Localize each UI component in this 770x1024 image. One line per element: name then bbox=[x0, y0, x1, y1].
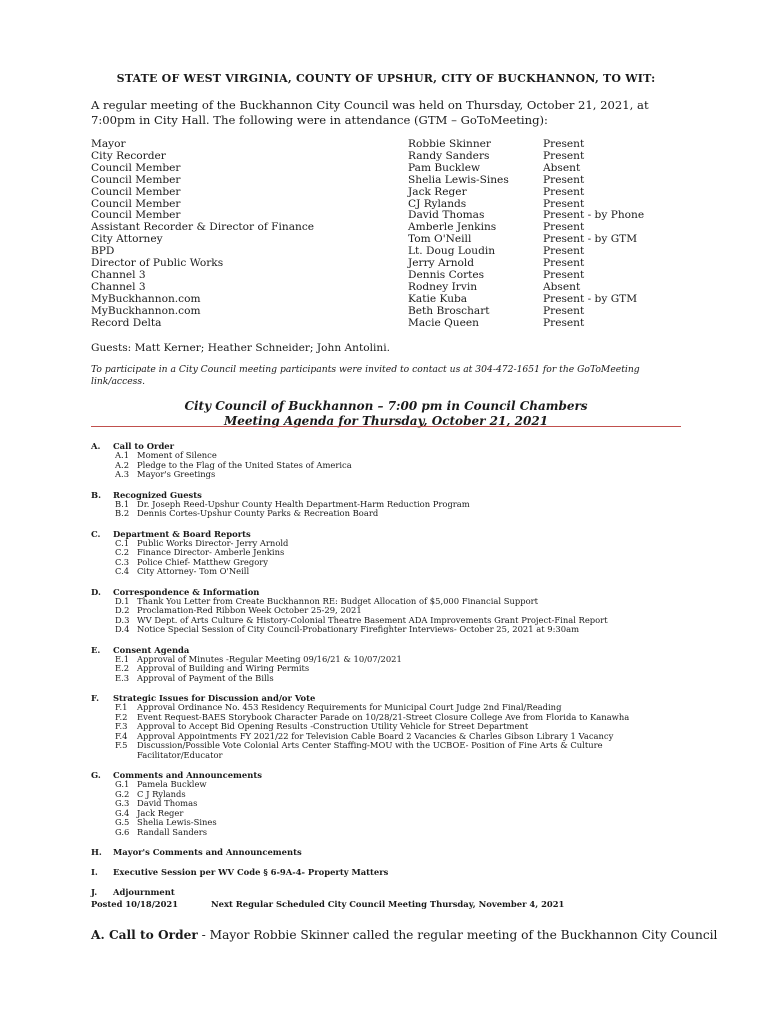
attendee-status: Present bbox=[543, 185, 585, 198]
attendee-status: Present - by GTM bbox=[543, 292, 638, 305]
posted-line bbox=[91, 899, 564, 909]
agenda-section bbox=[91, 490, 691, 519]
call-to-order-text: - Mayor Robbie Skinner called the regular meeting of the Buckhannon City Council bbox=[197, 928, 718, 942]
agenda-section-letter: A. bbox=[91, 441, 101, 451]
agenda-item-code: A.3 bbox=[115, 469, 130, 479]
agenda-section-letter: F. bbox=[91, 693, 100, 703]
agenda-section-letter: J. bbox=[91, 887, 98, 897]
attendee-role: City Attorney bbox=[91, 233, 163, 246]
attendee-name: Tom O'Neill bbox=[408, 233, 472, 246]
agenda-item-text: Approval Appointments FY 2021/22 for Television Cable Board 2 Vacancies & Charles Gibson Library 1 Vacancy bbox=[137, 730, 614, 741]
attendee-name: Jerry Arnold bbox=[408, 257, 475, 270]
agenda-section-title: Adjournment bbox=[113, 887, 175, 897]
agenda-section-title: Comments and Announcements bbox=[113, 770, 262, 780]
agenda-item-code: D.1 bbox=[115, 595, 130, 606]
attendee-role: Council Member bbox=[91, 161, 181, 174]
attendee-name: Jack Reger bbox=[408, 185, 467, 198]
agenda-item-text: Approval to Accept Bid Opening Results -Construction Utility Vehicle for Street Department bbox=[137, 721, 529, 731]
attendee-role: Record Delta bbox=[91, 316, 162, 329]
agenda-item-text: Moment of Silence bbox=[137, 450, 217, 460]
attendee-role: Director of Public Works bbox=[91, 257, 224, 270]
attendee-role: Assistant Recorder & Director of Finance bbox=[91, 221, 315, 234]
agenda-section-title: Executive Session per WV Code § 6-9A-4- Property Matters bbox=[113, 867, 389, 877]
agenda-item-text: Approval Ordinance No. 453 Residency Requirements for Municipal Court Judge 2nd Final/Reading bbox=[137, 702, 562, 712]
attendee-status: Present bbox=[543, 257, 585, 270]
agenda-item-code: F.1 bbox=[115, 702, 128, 712]
agenda-section-letter: E. bbox=[91, 644, 101, 655]
attendee-name: Lt. Doug Loudin bbox=[408, 245, 496, 258]
agenda-item-text: David Thomas bbox=[137, 798, 198, 808]
agenda-item-code: D.4 bbox=[115, 624, 130, 634]
attendee-role: Council Member bbox=[91, 185, 181, 198]
agenda-item-text: Shelia Lewis-Sines bbox=[137, 817, 217, 827]
attendee-role: MyBuckhannon.com bbox=[91, 292, 201, 305]
agenda-section-letter: I. bbox=[91, 867, 98, 877]
participation-note: To participate in a City Council meeting participants were invited to contact us at 304-472-1651 for the GoToMeeting link/access. bbox=[91, 364, 640, 387]
agenda-item-text: Event Request-BAES Storybook Character Parade on 10/28/21-Street Closure College Ave from Florida to Kanawha bbox=[137, 711, 630, 722]
attendee-status: Absent bbox=[543, 280, 581, 293]
agenda-item bbox=[91, 567, 691, 577]
guests-line: Guests: Matt Kerner; Heather Schneider; John Antolini. bbox=[91, 342, 390, 354]
agenda-item-code: A.2 bbox=[115, 459, 130, 470]
agenda-title bbox=[91, 399, 681, 429]
agenda-section-heading bbox=[91, 645, 691, 655]
agenda-item-code: F.5 bbox=[115, 740, 128, 750]
attendee-name: David Thomas bbox=[408, 209, 485, 222]
attendee-status: Present bbox=[543, 138, 585, 150]
agenda-item bbox=[91, 828, 691, 838]
attendee-name: Rodney Irvin bbox=[408, 280, 478, 293]
agenda-section-title: Call to Order bbox=[113, 441, 175, 451]
agenda-section-title: Mayor's Comments and Announcements bbox=[113, 847, 302, 857]
attendee-name: Randy Sanders bbox=[408, 149, 490, 162]
attendee-status: Present bbox=[543, 316, 585, 329]
agenda-section-heading bbox=[91, 587, 691, 597]
agenda-section-title: Strategic Issues for Discussion and/or Vote bbox=[113, 693, 316, 703]
attendee-name: Dennis Cortes bbox=[408, 268, 485, 281]
agenda-section-heading bbox=[91, 529, 691, 539]
agenda-item-code: B.1 bbox=[115, 498, 130, 509]
attendee-status: Present bbox=[543, 304, 585, 317]
agenda-item-code: C.3 bbox=[115, 556, 130, 567]
agenda-item-code: G.3 bbox=[115, 798, 130, 808]
attendee-name: Shelia Lewis-Sines bbox=[408, 173, 509, 186]
attendee-status: Present bbox=[543, 173, 585, 186]
agenda-item bbox=[91, 509, 691, 519]
agenda-section-heading bbox=[91, 867, 691, 877]
attendee-role: BPD bbox=[91, 245, 115, 258]
agenda-item-code: C.2 bbox=[115, 547, 130, 557]
agenda-item-code: F.2 bbox=[115, 711, 128, 722]
agenda-item-code: F.4 bbox=[115, 730, 128, 741]
attendee-name: Katie Kuba bbox=[408, 292, 468, 305]
attendee-name: Beth Broschart bbox=[408, 304, 490, 317]
agenda-item-text: Dennis Cortes-Upshur County Parks & Recreation Board bbox=[137, 508, 379, 518]
intro-paragraph: A regular meeting of the Buckhannon City Council was held on Thursday, October 21, 2021, at 7:00pm in City Hall. The following were in attendance (GTM – GoToMeeting): bbox=[91, 98, 649, 127]
agenda-section bbox=[91, 645, 691, 684]
agenda-item-text: C J Rylands bbox=[137, 788, 186, 799]
document-header: STATE OF WEST VIRGINIA, COUNTY OF UPSHUR, CITY OF BUCKHANNON, TO WIT: bbox=[116, 72, 656, 85]
agenda-divider bbox=[91, 426, 681, 427]
agenda-section bbox=[91, 887, 691, 897]
agenda-section bbox=[91, 441, 691, 480]
agenda-item-text: City Attorney- Tom O'Neill bbox=[137, 566, 250, 576]
agenda-section bbox=[91, 693, 691, 760]
agenda-item-code: G.1 bbox=[115, 779, 130, 789]
agenda-item-text: Approval of Building and Wiring Permits bbox=[137, 663, 310, 673]
attendee-role: Council Member bbox=[91, 209, 181, 222]
agenda-item-code: A.1 bbox=[115, 450, 130, 460]
agenda-item-code: F.3 bbox=[115, 721, 128, 731]
agenda-item-text: Police Chief- Matthew Gregory bbox=[137, 556, 269, 567]
agenda-list bbox=[91, 441, 691, 907]
attendee-status: Present bbox=[543, 221, 585, 234]
attendance-names bbox=[408, 139, 509, 330]
agenda-item-code: C.4 bbox=[115, 566, 130, 576]
agenda-item-text: Pledge to the Flag of the United States of America bbox=[137, 459, 352, 470]
call-to-order-heading: A. Call to Order bbox=[91, 928, 198, 942]
attendee-role: Channel 3 bbox=[91, 268, 146, 281]
agenda-section-letter: C. bbox=[91, 528, 101, 539]
agenda-item-text: Jack Reger bbox=[137, 807, 184, 818]
posted-date: Posted 10/18/2021 bbox=[91, 899, 179, 909]
agenda-item-code: D.3 bbox=[115, 614, 130, 625]
agenda-item-text: Dr. Joseph Reed-Upshur County Health Department-Harm Reduction Program bbox=[137, 498, 470, 509]
agenda-item-code: E.1 bbox=[115, 653, 130, 664]
agenda-title-line-2: Meeting Agenda for Thursday, October 21, 2021 bbox=[223, 414, 549, 428]
agenda-section-title: Correspondence & Information bbox=[113, 586, 260, 597]
attendee-role: MyBuckhannon.com bbox=[91, 304, 201, 317]
agenda-item-text: Discussion/Possible Vote Colonial Arts Center Staffing-MOU with the UCBOE- Position of Fine Arts & Culture Facilitator/Educator bbox=[137, 740, 603, 760]
agenda-section bbox=[91, 529, 691, 577]
attendee-role: City Recorder bbox=[91, 149, 166, 162]
agenda-section-title: Department & Board Reports bbox=[113, 528, 251, 539]
attendee-role: Council Member bbox=[91, 173, 181, 186]
attendee-role: Channel 3 bbox=[91, 280, 146, 293]
attendance-statuses bbox=[543, 139, 644, 330]
agenda-item-code: D.2 bbox=[115, 605, 130, 615]
attendee-status: Present - by GTM bbox=[543, 233, 638, 246]
agenda-item-code: E.3 bbox=[115, 672, 130, 683]
agenda-item-text: WV Dept. of Arts Culture & History-Colonial Theatre Basement ADA Improvements Grant Project-Final Report bbox=[137, 614, 608, 625]
agenda-section-heading bbox=[91, 490, 691, 500]
agenda-item-text: Pamela Bucklew bbox=[137, 779, 207, 789]
agenda-section-letter: D. bbox=[91, 586, 101, 597]
agenda-section-heading bbox=[91, 887, 691, 897]
agenda-item-code: G.4 bbox=[115, 807, 130, 818]
agenda-item-text: Randall Sanders bbox=[137, 826, 208, 837]
call-to-order-paragraph bbox=[91, 928, 717, 942]
agenda-section-letter: G. bbox=[91, 770, 101, 780]
agenda-item-text: Mayor's Greetings bbox=[137, 469, 216, 479]
agenda-item-text: Thank You Letter from Create Buckhannon RE: Budget Allocation of $5,000 Financial Support bbox=[137, 595, 538, 606]
attendance-roles bbox=[91, 139, 314, 330]
attendee-status: Absent bbox=[543, 161, 581, 174]
attendee-status: Present bbox=[543, 245, 585, 258]
agenda-section bbox=[91, 847, 691, 857]
attendee-name: Robbie Skinner bbox=[408, 138, 491, 150]
agenda-item-text: Approval of Payment of the Bills bbox=[137, 672, 274, 683]
agenda-section-heading bbox=[91, 847, 691, 857]
attendee-status: Present - by Phone bbox=[543, 209, 645, 222]
agenda-section-title: Consent Agenda bbox=[113, 644, 190, 655]
agenda-item bbox=[91, 625, 691, 635]
next-meeting: Next Regular Scheduled City Council Meeting Thursday, November 4, 2021 bbox=[211, 899, 565, 909]
agenda-section-title: Recognized Guests bbox=[113, 489, 202, 500]
agenda-item-text: Public Works Director- Jerry Arnold bbox=[137, 537, 289, 548]
agenda-item-text: Proclamation-Red Ribbon Week October 25-29, 2021 bbox=[137, 605, 362, 615]
agenda-title-line-1: City Council of Buckhannon – 7:00 pm in Council Chambers bbox=[184, 399, 588, 413]
attendee-name: CJ Rylands bbox=[408, 197, 467, 210]
agenda-item-text: Approval of Minutes -Regular Meeting 09/16/21 & 10/07/2021 bbox=[137, 653, 402, 664]
agenda-item-code: G.2 bbox=[115, 788, 130, 799]
attendee-status: Present bbox=[543, 149, 585, 162]
agenda-item-text: Notice Special Session of City Council-Probationary Firefighter Interviews- October 25, 2021 at 9:30am bbox=[137, 624, 580, 634]
agenda-section bbox=[91, 587, 691, 635]
attendee-status: Present bbox=[543, 197, 585, 210]
agenda-section-letter: H. bbox=[91, 847, 102, 857]
agenda-item-code: G.6 bbox=[115, 826, 130, 837]
agenda-item bbox=[91, 470, 691, 480]
agenda-item-code: C.1 bbox=[115, 537, 130, 548]
attendee-role: Council Member bbox=[91, 197, 181, 210]
attendee-status: Present bbox=[543, 268, 585, 281]
attendee-name: Amberle Jenkins bbox=[408, 221, 497, 234]
agenda-item-code: G.5 bbox=[115, 817, 130, 827]
attendee-role: Mayor bbox=[91, 138, 126, 150]
agenda-item-text: Finance Director- Amberle Jenkins bbox=[137, 547, 285, 557]
agenda-section-letter: B. bbox=[91, 489, 101, 500]
agenda-item bbox=[91, 674, 691, 684]
agenda-section bbox=[91, 867, 691, 877]
attendee-name: Pam Bucklew bbox=[408, 161, 481, 174]
agenda-item-code: E.2 bbox=[115, 663, 130, 673]
agenda-section bbox=[91, 770, 691, 837]
agenda-item bbox=[91, 741, 691, 760]
attendee-name: Macie Queen bbox=[408, 316, 479, 329]
agenda-item-code: B.2 bbox=[115, 508, 130, 518]
